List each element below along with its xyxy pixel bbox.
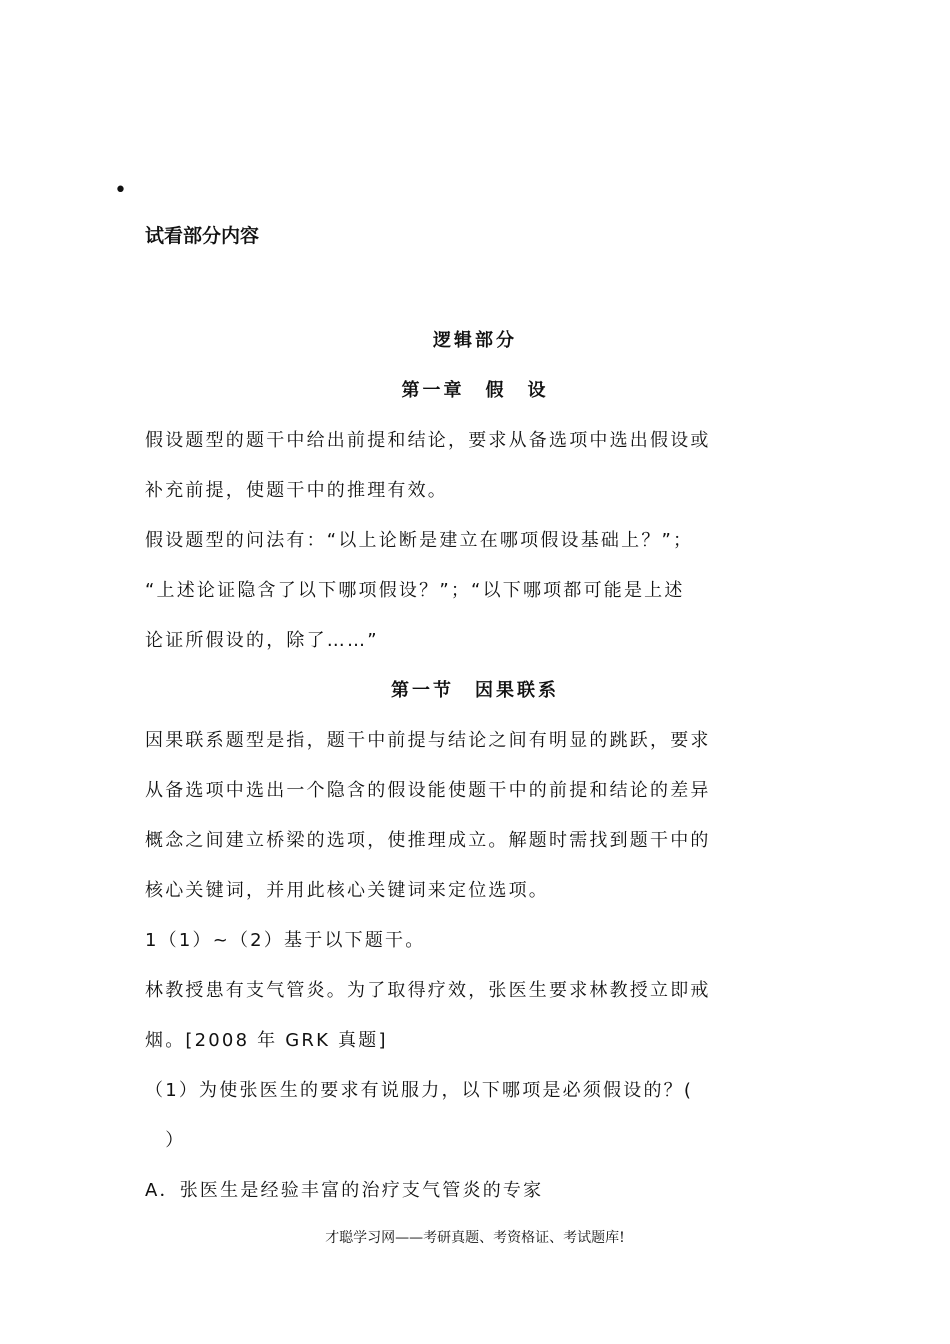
preview-label: 试看部分内容 [145,225,260,247]
question-line: ） [145,1130,186,1151]
paragraph-line: 因果联系题型是指，题干中前提与结论之间有明显的跳跃，要求 [145,730,711,751]
paragraph-line: 补充前提，使题干中的推理有效。 [145,480,448,501]
paragraph-line: 论证所假设的，除了……” [145,630,379,651]
paragraph-line: 烟。[2008 年 GRK 真题] [145,1030,388,1051]
paragraph-line: 假设题型的题干中给出前提和结论，要求从备选项中选出假设或 [145,430,711,451]
option-a: A．张医生是经验丰富的治疗支气管炎的专家 [145,1180,544,1201]
footer-text: 才聪学习网——考研真题、考资格证、考试题库! [325,1230,625,1246]
section-heading: 第一节 因果联系 [391,680,559,701]
question-line: （1）为使张医生的要求有说服力，以下哪项是必须假设的？( [145,1080,694,1101]
list-bullet: • [114,178,127,203]
paragraph-line: 林教授患有支气管炎。为了取得疗效，张医生要求林教授立即戒 [145,980,711,1001]
question-intro: 1（1）~（2）基于以下题干。 [145,930,426,951]
paragraph-line: 核心关键词，并用此核心关键词来定位选项。 [145,880,549,901]
chapter-heading: 第一章 假 设 [401,380,549,401]
part-heading: 逻辑部分 [433,330,517,351]
paragraph-line: 从备选项中选出一个隐含的假设能使题干中的前提和结论的差异 [145,780,711,801]
paragraph-line: “上述论证隐含了以下哪项假设？”；“以下哪项都可能是上述 [145,580,685,601]
document-body [145,316,805,1216]
paragraph-line: 假设题型的问法有：“以上论断是建立在哪项假设基础上？”； [145,530,694,551]
paragraph-line: 概念之间建立桥梁的选项，使推理成立。解题时需找到题干中的 [145,830,711,851]
